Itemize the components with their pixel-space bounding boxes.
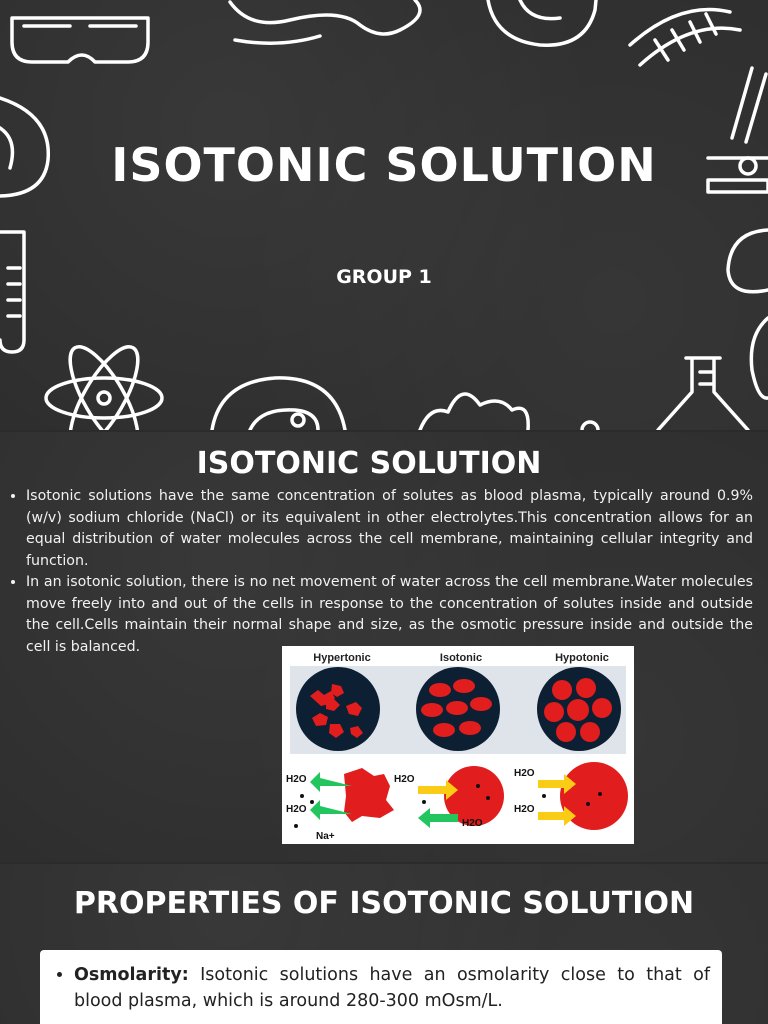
hypertonic-label: Hypertonic xyxy=(313,652,371,664)
water-label: H2O xyxy=(286,774,307,785)
properties-slide xyxy=(0,864,768,1024)
isotonic-label: Isotonic xyxy=(439,652,483,664)
dot-icon xyxy=(582,422,598,430)
goggles-icon xyxy=(12,18,148,62)
hypertonic-cells xyxy=(296,667,380,751)
property-term: Osmolarity: xyxy=(74,965,189,985)
property-item xyxy=(74,962,710,1014)
title-slide xyxy=(0,0,768,430)
bacteria-icon xyxy=(420,394,528,430)
content-slide xyxy=(0,432,768,862)
bacteria-icon xyxy=(230,0,420,43)
dna-icon xyxy=(630,9,740,65)
test-tube-icon xyxy=(0,232,24,352)
hypotonic-label: Hypotonic xyxy=(555,652,609,664)
hypotonic-cells xyxy=(537,667,621,751)
flask-icon xyxy=(658,358,748,430)
bullet-item: • Isotonic solutions have the same concentration of solutes as blood plasma, typically around 0.9% (w/v) sodium chloride (NaCl) or its equivalent in other electrolytes.This concentration allows for an equal distribution of water molecules across the cell membrane, maintaining cellular integrity and function. xyxy=(26,486,753,572)
properties-card xyxy=(40,950,722,1024)
isotonic-cells xyxy=(416,667,500,751)
cell-icon xyxy=(488,0,596,45)
sodium-label: Na+ xyxy=(316,831,335,842)
bullet-item: • In an isotonic solution, there is no net movement of water across the cell membrane.Water molecules move freely into and out of the cells in response to the concentration of solutes inside and outside the cell.Cells maintain their normal shape and size, as the osmotic pressure inside and outside the cell is balanced. xyxy=(26,572,753,658)
slide-title: ISOTONIC SOLUTION xyxy=(196,446,542,481)
water-label: H2O xyxy=(462,818,483,829)
bullet-list xyxy=(8,486,753,658)
water-label: H2O xyxy=(514,804,535,815)
water-label: H2O xyxy=(514,768,535,779)
water-label: H2O xyxy=(286,804,307,815)
tonicity-diagram xyxy=(282,646,634,844)
atom-icon xyxy=(46,338,162,430)
science-doodles xyxy=(0,0,768,430)
property-text: Isotonic solutions have an osmolarity close to that of blood plasma, which is around 280-300 mOsm/L. xyxy=(74,965,710,1011)
slide-title: PROPERTIES OF ISOTONIC SOLUTION xyxy=(73,886,695,921)
slide-title: ISOTONIC SOLUTION xyxy=(111,138,657,192)
water-label: H2O xyxy=(394,774,415,785)
slide-subtitle: GROUP 1 xyxy=(336,266,432,288)
cell-icon xyxy=(728,230,768,398)
cell-icon xyxy=(212,378,345,430)
